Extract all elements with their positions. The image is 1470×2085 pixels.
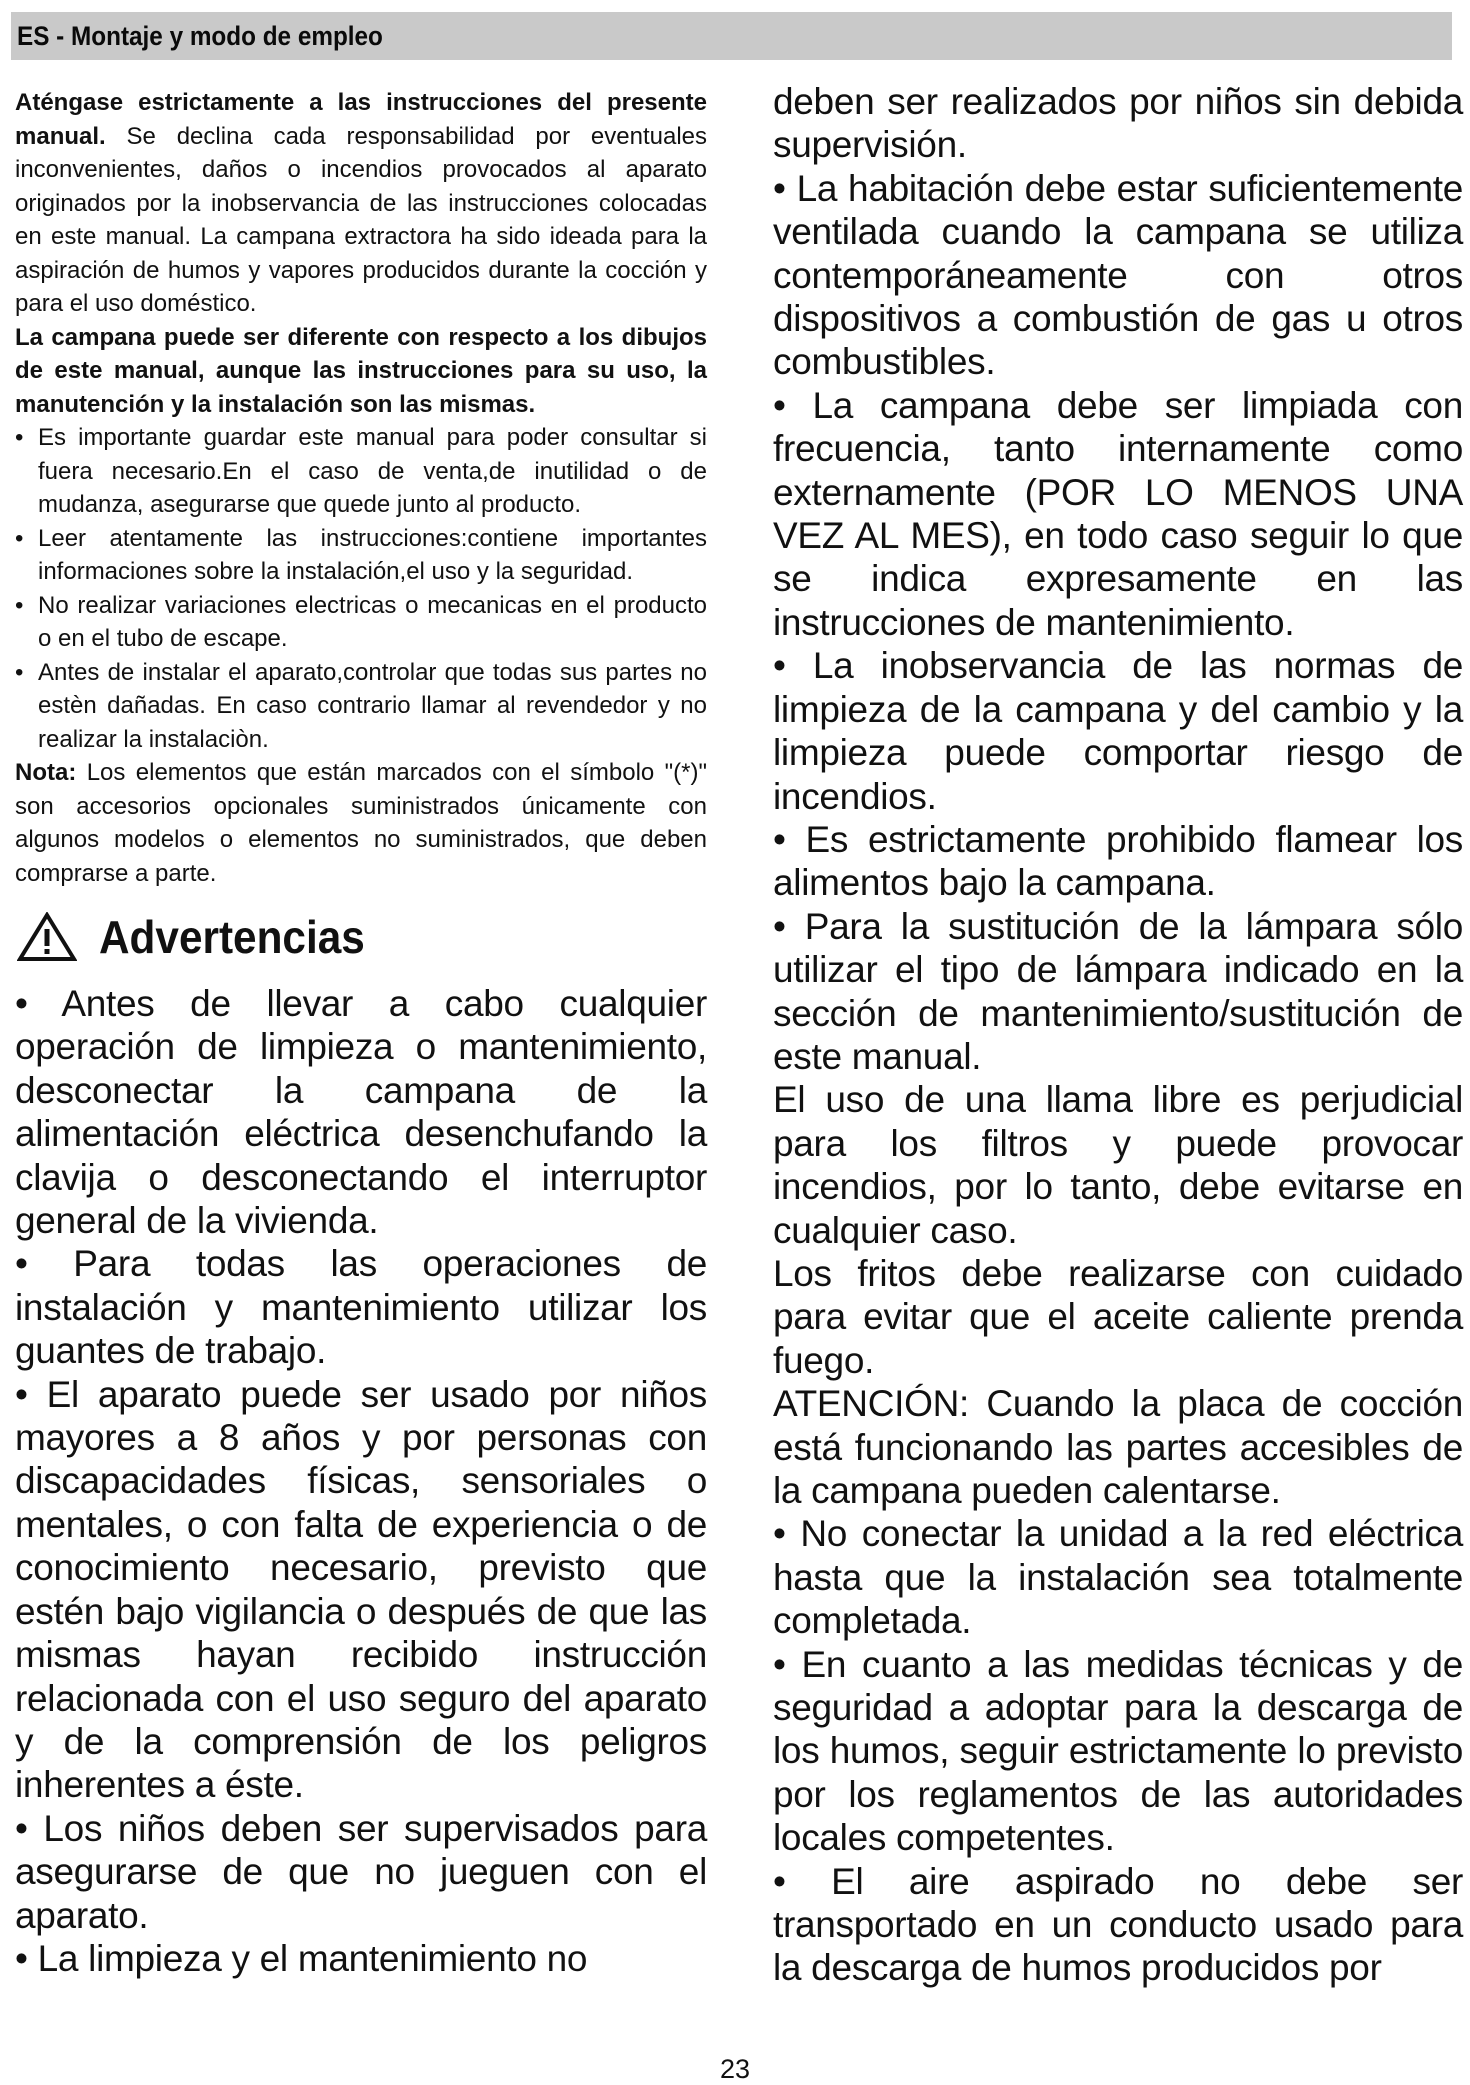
note-text: Los elementos que están marcados con el símbolo "(*)" son accesorios opcionales suministrados únicamente con algunos modelos o elementos no suministrados, que deben comprarse a parte. <box>15 759 707 887</box>
note-label: Nota: <box>15 759 77 786</box>
warning-item: ATENCIÓN: Cuando la placa de cocción está funcionando las partes accesibles de la campana pueden calentarse. <box>773 1383 1463 1511</box>
intro-bullet: • Leer atentamente las instrucciones:contiene importantes informaciones sobre la instalación,el uso y la seguridad. <box>15 524 707 585</box>
warning-item: • La limpieza y el mantenimiento no <box>15 1937 588 1979</box>
intro-bold-paragraph: La campana puede ser diferente con respecto a los dibujos de este manual, aunque las instrucciones para su uso, la manutención y la instalación son las mismas. <box>15 323 707 418</box>
left-column <box>15 86 707 1980</box>
warning-item: Los fritos debe realizarse con cuidado para evitar que el aceite caliente prenda fuego. <box>773 1252 1463 1381</box>
warning-item: • Es estrictamente prohibido flamear los alimentos bajo la campana. <box>773 818 1463 904</box>
warning-item: • La habitación debe estar suficientemente ventilada cuando la campana se utiliza contemporáneamente con otros dispositivos a combustión de gas u otros combustibles. <box>773 167 1463 383</box>
warnings-title: Advertencias <box>99 911 365 963</box>
warning-item: • No conectar la unidad a la red eléctrica hasta que la instalación sea totalmente completada. <box>773 1513 1463 1642</box>
intro-text: Se declina cada responsabilidad por eventuales inconvenientes, daños o incendios provocados al aparato originados por la inobservancia de las instrucciones colocadas en este manual. La campana extractora ha sido ideada para la aspiración de humos y vapores producidos durante la cocción y para el uso doméstico. <box>15 122 707 317</box>
section-header <box>11 12 1452 60</box>
warning-item: • Antes de llevar a cabo cualquier operación de limpieza o mantenimiento, desconectar la campana de la alimentación eléctrica desenchufando la clavija o desconectando el interruptor general de la vivienda. <box>15 983 707 1242</box>
warning-item: • En cuanto a las medidas técnicas y de seguridad a adoptar para la descarga de los humos, seguir estrictamente lo previsto por los reglamentos de las autoridades locales competentes. <box>773 1643 1463 1859</box>
warning-item: • La inobservancia de las normas de limpieza de la campana y del cambio y la limpieza puede comportar riesgo de incendios. <box>773 645 1463 817</box>
note-paragraph <box>15 756 707 890</box>
intro-bullet: • Antes de instalar el aparato,controlar que todas sus partes no estèn dañadas. En caso contrario llamar al revendedor y no realizar la instalaciòn. <box>15 658 707 753</box>
warning-item: • Para todas las operaciones de instalación y mantenimiento utilizar los guantes de trabajo. <box>15 1243 707 1372</box>
right-column <box>773 80 1463 1990</box>
intro-bold-lead: Aténgase estrictamente a las instrucciones del presente manual. <box>15 89 707 150</box>
warning-item: • Los niños deben ser supervisados para asegurarse de que no jueguen con el aparato. <box>15 1807 707 1936</box>
warnings-heading <box>15 912 707 962</box>
warning-item: • El aparato puede ser usado por niños mayores a 8 años y por personas con discapacidades físicas, sensoriales o mentales, o con falta de experiencia o de conocimiento necesario, previsto que estén bajo vigilancia o después de que las mismas hayan recibido instrucción relacionada con el uso seguro del aparato y de la comprensión de los peligros inherentes a éste. <box>15 1373 707 1806</box>
warning-item: • La campana debe ser limpiada con frecuencia, tanto internamente como externamente (POR LO MENOS UNA VEZ AL MES), en todo caso seguir lo que se indica expresamente en las instrucciones de mantenimiento. <box>773 384 1463 643</box>
section-title: ES - Montaje y modo de empleo <box>17 21 383 51</box>
intro-bullet: • Es importante guardar este manual para poder consultar si fuera necesario.En el caso de venta,de inutilidad o de mudanza, asegurarse que quede junto al producto. <box>15 424 707 518</box>
warning-item: deben ser realizados por niños sin debida supervisión. <box>773 81 1463 166</box>
warning-item: • Para la sustitución de la lámpara sólo utilizar el tipo de lámpara indicado en la sección de mantenimiento/sustitución de este manual. <box>773 905 1463 1077</box>
warning-triangle-icon <box>17 912 77 962</box>
intro-paragraph <box>15 86 707 321</box>
warning-item: • El aire aspirado no debe ser transportado en un conducto usado para la descarga de humos producidos por <box>773 1860 1463 1989</box>
page-number: 23 <box>719 2054 751 2084</box>
warning-item: El uso de una llama libre es perjudicial para los filtros y puede provocar incendios, por lo tanto, debe evitarse en cualquier caso. <box>773 1079 1463 1251</box>
intro-bullet: • No realizar variaciones electricas o mecanicas en el producto o en el tubo de escape. <box>15 591 707 652</box>
